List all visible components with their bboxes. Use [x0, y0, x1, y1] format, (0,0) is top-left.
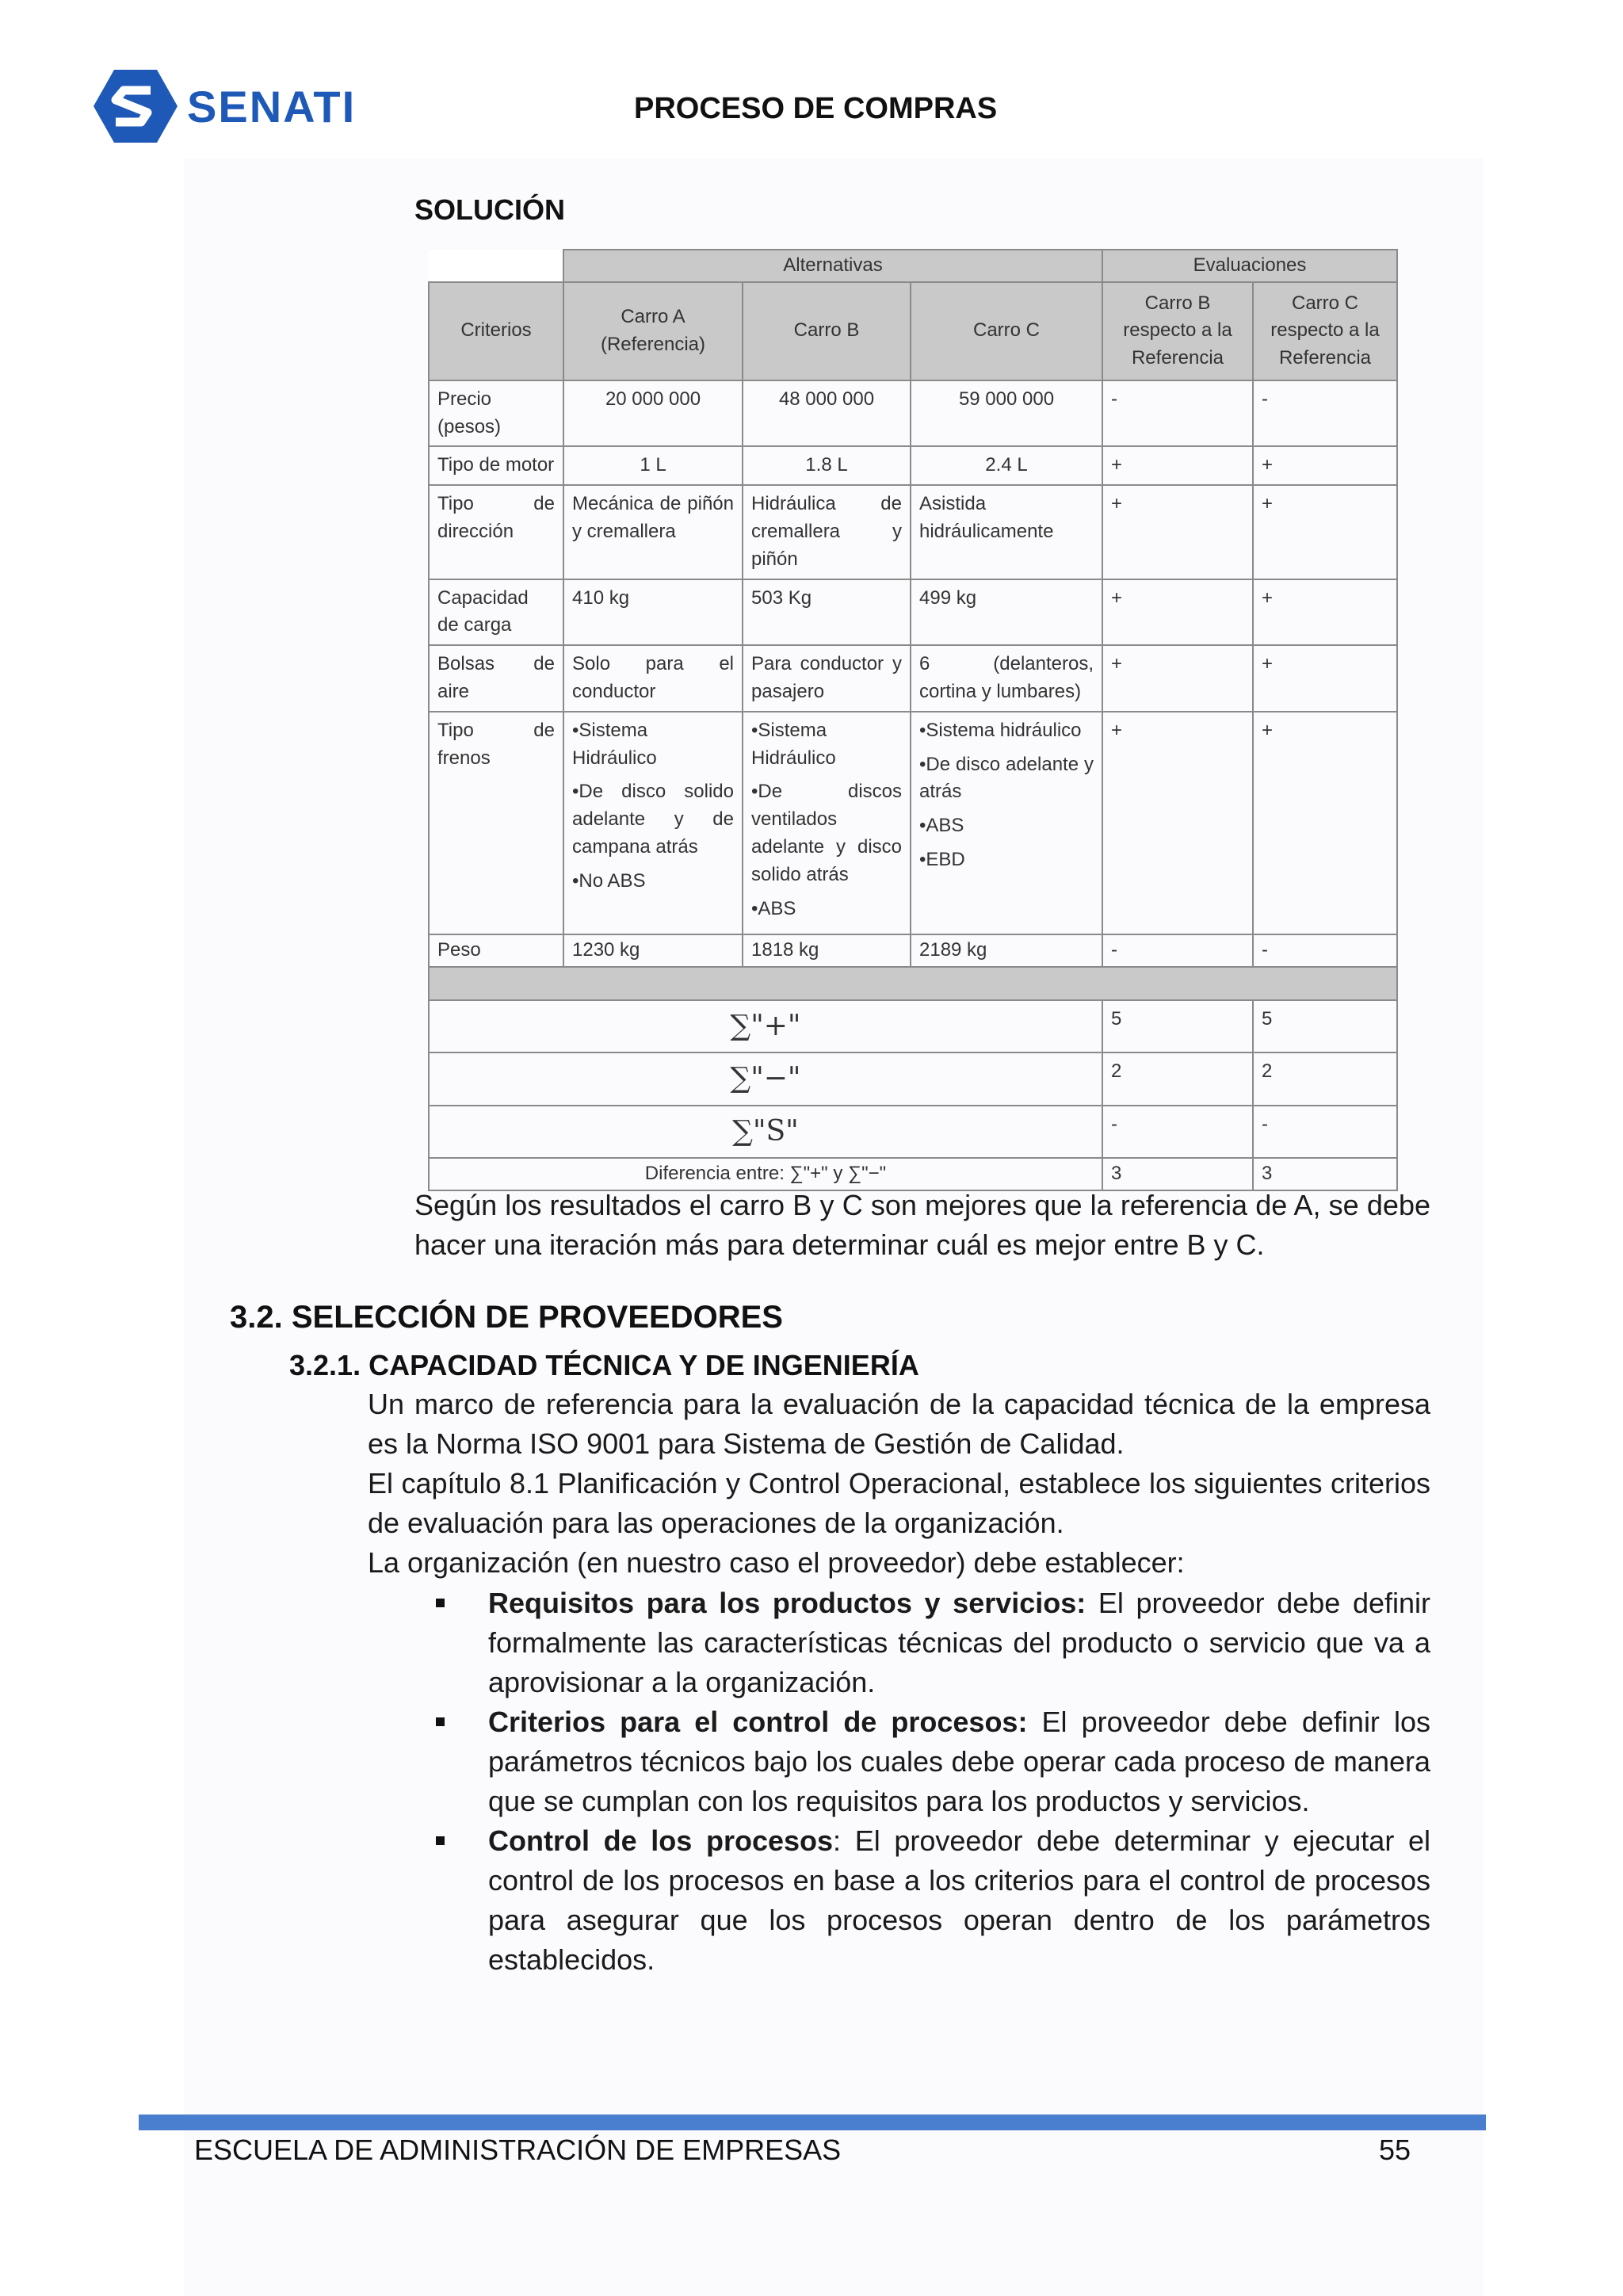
car-a-cell: 410 kg [563, 579, 743, 646]
footer-bar [139, 2115, 1486, 2130]
paragraph-organization: La organización (en nuestro caso el proveedor) debe establecer: [368, 1546, 1185, 1579]
criterion-cell: Capacidad de carga [429, 579, 563, 646]
car-c-cell: 2189 kg [911, 934, 1102, 967]
car-a-cell: Solo para el conductor [563, 645, 743, 712]
requirements-list [436, 1584, 1430, 1980]
list-item [436, 1584, 1430, 1702]
solution-heading: SOLUCIÓN [414, 193, 566, 226]
bullet-text: : El proveedor debe determinar y ejecutar el control de los procesos en base a los criterios para el control de procesos para asegurar que los procesos operan dentro de los parámetros establecidos. [488, 1824, 1430, 1976]
logo-text: SENATI [187, 81, 357, 132]
eval-c-cell: + [1253, 485, 1397, 579]
evaluation-table [428, 249, 1398, 1191]
eval-b-cell: + [1102, 446, 1253, 485]
list-item: • ABS [919, 812, 1094, 840]
summary-row [429, 1000, 1397, 1052]
table-row [429, 380, 1397, 447]
col-car-b: Carro B [743, 282, 911, 380]
car-c-cell: 2.4 L [911, 446, 1102, 485]
table-row [429, 645, 1397, 712]
criterion-cell: Precio (pesos) [429, 380, 563, 447]
car-c-cell: 499 kg [911, 579, 1102, 646]
list-item [436, 1821, 1430, 1980]
criterion-cell: Peso [429, 934, 563, 967]
col-eval-c: Carro C respecto a la Referencia [1253, 282, 1397, 380]
list-item [436, 1702, 1430, 1821]
car-a-cell: 20 000 000 [563, 380, 743, 447]
square-bullet-icon [436, 1599, 445, 1607]
page-number: 55 [1379, 2134, 1411, 2166]
summary-row [429, 1106, 1397, 1158]
sum-plus-label: ∑"+" [730, 1010, 801, 1043]
table-row [429, 446, 1397, 485]
list-item: • EBD [919, 846, 1094, 874]
summary-row [429, 1052, 1397, 1105]
col-car-c: Carro C [911, 282, 1102, 380]
list-item: • De discos ventilados adelante y disco solido atrás [751, 778, 902, 888]
list-item: • De disco adelante y atrás [919, 751, 1094, 807]
sum-minus-label: ∑"−" [730, 1062, 801, 1095]
document-title: PROCESO DE COMPRAS [634, 92, 998, 125]
list-item: • De disco solido adelante y de campana atrás [572, 778, 734, 861]
list-item: • Sistema Hidráulico [572, 717, 734, 773]
car-c-brakes-cell [911, 712, 1102, 935]
eval-b-cell: 3 [1102, 1158, 1253, 1190]
footer-school: ESCUELA DE ADMINISTRACIÓN DE EMPRESAS [194, 2134, 842, 2166]
list-item: • No ABS [572, 868, 734, 896]
table-row [429, 712, 1397, 935]
eval-b-cell: - [1102, 934, 1253, 967]
col-car-a: Carro A (Referencia) [563, 282, 743, 380]
bullet-title: Control de los procesos [488, 1824, 834, 1857]
eval-b-cell: - [1102, 380, 1253, 447]
eval-b-cell: 2 [1102, 1052, 1253, 1105]
car-c-cell: 59 000 000 [911, 380, 1102, 447]
bullet-text: El proveedor debe definir los parámetros técnicos bajo los cuales debe operar cada proceso de manera que se cumplan con los requisitos para los productos y servicios. [488, 1706, 1431, 1817]
car-a-cell: 1 L [563, 446, 743, 485]
subsection-heading: 3.2.1. CAPACIDAD TÉCNICA Y DE INGENIERÍA [289, 1349, 919, 1381]
group-alternatives: Alternativas [563, 250, 1102, 282]
car-a-cell: 1230 kg [563, 934, 743, 967]
col-criteria: Criterios [429, 282, 563, 380]
conclusion-paragraph: Según los resultados el carro B y C son mejores que la referencia de A, se debe hacer una iteración más para determinar cuál es mejor entre B y C. [414, 1189, 1430, 1261]
car-c-cell: Asistida hidráulicamente [911, 485, 1102, 579]
car-b-cell: 48 000 000 [743, 380, 911, 447]
table-row [429, 934, 1397, 967]
table-row [429, 485, 1397, 579]
bullet-title: Criterios para el control de procesos: [488, 1706, 1028, 1738]
car-c-cell: 6 (delanteros, cortina y lumbares) [911, 645, 1102, 712]
section-heading: 3.2. SELECCIÓN DE PROVEEDORES [230, 1300, 783, 1335]
car-b-brakes-cell [743, 712, 911, 935]
eval-c-cell: 5 [1253, 1000, 1397, 1052]
eval-c-cell: + [1253, 446, 1397, 485]
list-item: • Sistema hidráulico [919, 717, 1094, 745]
eval-c-cell: - [1253, 1106, 1397, 1158]
table-row [429, 579, 1397, 646]
difference-label: Diferencia entre: ∑"+" y ∑"−" [429, 1158, 1102, 1190]
criterion-cell: Tipo de dirección [429, 485, 563, 579]
list-item: • ABS [751, 896, 902, 923]
sum-s-label: ∑"S" [732, 1114, 799, 1148]
car-b-cell: 1.8 L [743, 446, 911, 485]
eval-c-cell: 2 [1253, 1052, 1397, 1105]
eval-c-cell: + [1253, 712, 1397, 935]
square-bullet-icon [436, 1836, 445, 1845]
col-eval-b: Carro B respecto a la Referencia [1102, 282, 1253, 380]
eval-b-cell: + [1102, 645, 1253, 712]
senati-logo [92, 67, 356, 146]
eval-b-cell: 5 [1102, 1000, 1253, 1052]
eval-c-cell: - [1253, 380, 1397, 447]
car-b-cell: 1818 kg [743, 934, 911, 967]
eval-b-cell: + [1102, 579, 1253, 646]
eval-b-cell: + [1102, 712, 1253, 935]
car-b-cell: Hidráulica de cremallera y piñón [743, 485, 911, 579]
paragraph-iso: Un marco de referencia para la evaluación de la capacidad técnica de la empresa es la Norma ISO 9001 para Sistema de Gestión de Calidad. [368, 1388, 1430, 1460]
group-evaluations: Evaluaciones [1102, 250, 1397, 282]
criterion-cell: Tipo de frenos [429, 712, 563, 935]
eval-c-cell: - [1253, 934, 1397, 967]
eval-c-cell: + [1253, 645, 1397, 712]
list-item: • Sistema Hidráulico [751, 717, 902, 773]
bullet-title: Requisitos para los productos y servicios: [488, 1587, 1086, 1619]
car-a-brakes-cell [563, 712, 743, 935]
senati-hexagon-icon [92, 67, 179, 146]
car-b-cell: 503 Kg [743, 579, 911, 646]
eval-b-cell: - [1102, 1106, 1253, 1158]
paragraph-chapter: El capítulo 8.1 Planificación y Control Operacional, establece los siguientes criterios de evaluación para las operaciones de la organización. [368, 1467, 1430, 1539]
square-bullet-icon [436, 1717, 445, 1726]
eval-b-cell: + [1102, 485, 1253, 579]
eval-c-cell: + [1253, 579, 1397, 646]
criterion-cell: Bolsas de aire [429, 645, 563, 712]
eval-c-cell: 3 [1253, 1158, 1397, 1190]
car-a-cell: Mecánica de piñón y cremallera [563, 485, 743, 579]
bullet-text: El proveedor debe definir formalmente las características técnicas del producto o servicio que va a aprovisionar a la organización. [488, 1587, 1430, 1698]
separator-row [429, 967, 1397, 1000]
car-b-cell: Para conductor y pasajero [743, 645, 911, 712]
criterion-cell: Tipo de motor [429, 446, 563, 485]
